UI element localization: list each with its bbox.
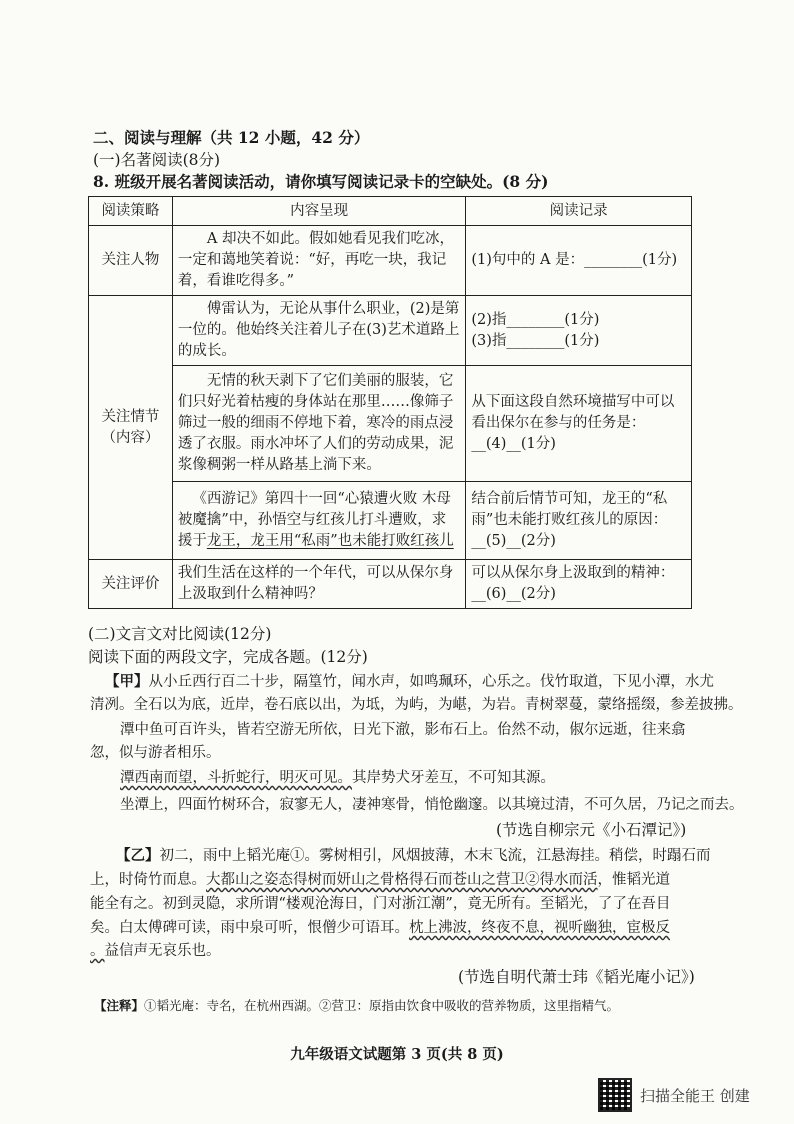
part2-title: (二)文言文对比阅读(12分) [88,625,272,643]
yi-p1d-pre: 矣。白太傅碑可读，雨中泉可听，恨僧少可语耳。 [90,920,409,936]
yi-p1a [116,846,711,866]
part1-title: (一)名著阅读(8分) [93,151,221,169]
jia-p3-underlined: 潭西南而望，斗折蛇行，明灭可见。 [120,770,352,786]
record-row4: 结合前后情节可知，龙王的“私雨”也未能打败红孩儿的原因：__(5)__(2分) [466,482,692,560]
section-title: 二、阅读与理解（共 12 小题，42 分） [93,128,370,147]
jia-p3-rest: 其岸势犬牙差互，不可知其源。 [352,770,555,786]
record-row3: 从下面这段自然环境描写中可以看出保尔在参与的任务是：__(4)__(1分) [466,366,692,482]
yi-source: (节选自明代萧士玮《韬光庵小记》) [458,968,695,986]
reading-record-table [88,196,692,609]
content-row4 [172,482,465,560]
content-row4-text: 《西游记》第四十一回“心猿遭火败 木母被魔擒”中，孙悟空与红孩儿打斗遭败，求援于 [177,491,451,549]
part2-intro: 阅读下面的两段文字，完成各题。(12分) [88,648,368,666]
jia-p1a-text: 从小丘西行百二十步，隔篁竹，闻水声，如鸣珮环，心乐之。伐竹取道，下见小潭，水尤 [148,674,714,690]
qr-code-icon [598,1078,632,1112]
jia-source: (节选自柳宗元《小石潭记》) [496,821,687,839]
content-row5: 我们生活在这样的一个年代，可以从保尔身上汲取到什么精神吗？ [172,560,465,609]
yi-p1b-underlined: 大都山之姿态得树而妍山之骨格得石而苍山之营卫②得水而活 [206,872,598,888]
yi-p1d [90,918,670,938]
jia-p2a: 潭中鱼可百许头，皆若空游无所依，日光下澈，影布石上。佁然不动，俶尔远逝，往来翕 [120,722,686,738]
strategy-evaluation: 关注评价 [89,560,173,609]
record-row2-a: (2)指________(1分) [471,311,600,328]
jia-p2b: 忽，似与游者相乐。 [90,745,221,761]
header-strategy: 阅读策略 [89,197,173,226]
content-row1: A 却决不如此。假如她看见我们吃冰，一定和蔼地笑着说：“好，再吃一块，我记着，看谁吃得多。” [172,226,465,296]
page-footer: 九年级语文试题第 3 页(共 8 页) [290,1046,504,1063]
yi-p1b-post: ，惟韬光道 [597,872,670,888]
yi-p1a-text: 初二，雨中上韬光庵①。雾树相引，风烟披薄，木末飞流，江悬海挂。稍偿，时蹋石而 [159,848,711,864]
watermark-text: 扫描全能王 创建 [640,1086,750,1105]
yi-p1c: 能全有之。初到灵隐，求所谓“楼观沧海日，门对浙江潮”，竟无所有。至韬光，了了在吾目 [90,896,671,912]
content-row4-underlined: 龙王，龙王用“私雨”也未能打败红孩儿 [206,533,454,549]
strategy-plot: 关注情节（内容） [89,296,173,560]
yi-p1e [90,941,221,961]
yi-p1e-underlined: 。 [90,943,105,959]
yi-p1e-rest: 益信声无哀乐也。 [104,943,221,959]
yi-label: 【乙】 [116,847,160,864]
yi-p1b-pre: 上，时倚竹而息。 [90,872,206,888]
header-record: 阅读记录 [466,197,692,226]
record-row2 [466,296,692,366]
content-row3: 无情的秋天剥下了它们美丽的服装，它们只好光着枯瘦的身体站在那里……像筛子筛过一般的细雨不停地下着，寒冷的雨点浸透了衣服。雨水冲坏了人们的劳动成果，泥浆像稠粥一样从路基上淌下来。 [172,366,465,482]
record-row2-b: (3)指________(1分) [471,332,600,349]
yi-p1b [90,870,670,890]
record-row1: (1)句中的 A 是：________(1分) [466,226,692,296]
jia-p1a [105,672,714,692]
strategy-character: 关注人物 [89,226,173,296]
jia-label: 【甲】 [105,673,149,690]
record-row5: 可以从保尔身上汲取到的精神：__(6)__(2分) [466,560,692,609]
question-8: 8. 班级开展名著阅读活动，请你填写阅读记录卡的空缺处。(8 分) [93,172,549,191]
jia-p1b: 清冽。全石以为底，近岸，卷石底以出，为坻，为屿，为嵁，为岩。青树翠蔓，蒙络摇缀，参差披拂。 [90,697,743,713]
scanner-watermark [598,1078,750,1112]
jia-p3 [120,768,555,788]
annotation-label: 【注释】 [94,998,145,1013]
yi-p1d-underlined: 枕上沸波，终夜不息，视听幽独，宦极反 [409,920,670,936]
jia-p4: 坐潭上，四面竹树环合，寂寥无人，凄神寒骨，悄怆幽邃。以其境过清，不可久居，乃记之而去。 [120,797,744,813]
content-row2: 傅雷认为，无论从事什么职业，(2)是第一位的。他始终关注着儿子在(3)艺术道路上的成长。 [172,296,465,366]
header-content: 内容呈现 [172,197,465,226]
annotation [94,996,619,1016]
annotation-text: ①韬光庵：寺名，在杭州西湖。②营卫：原指由饮食中吸收的营养物质，这里指精气。 [144,998,620,1013]
